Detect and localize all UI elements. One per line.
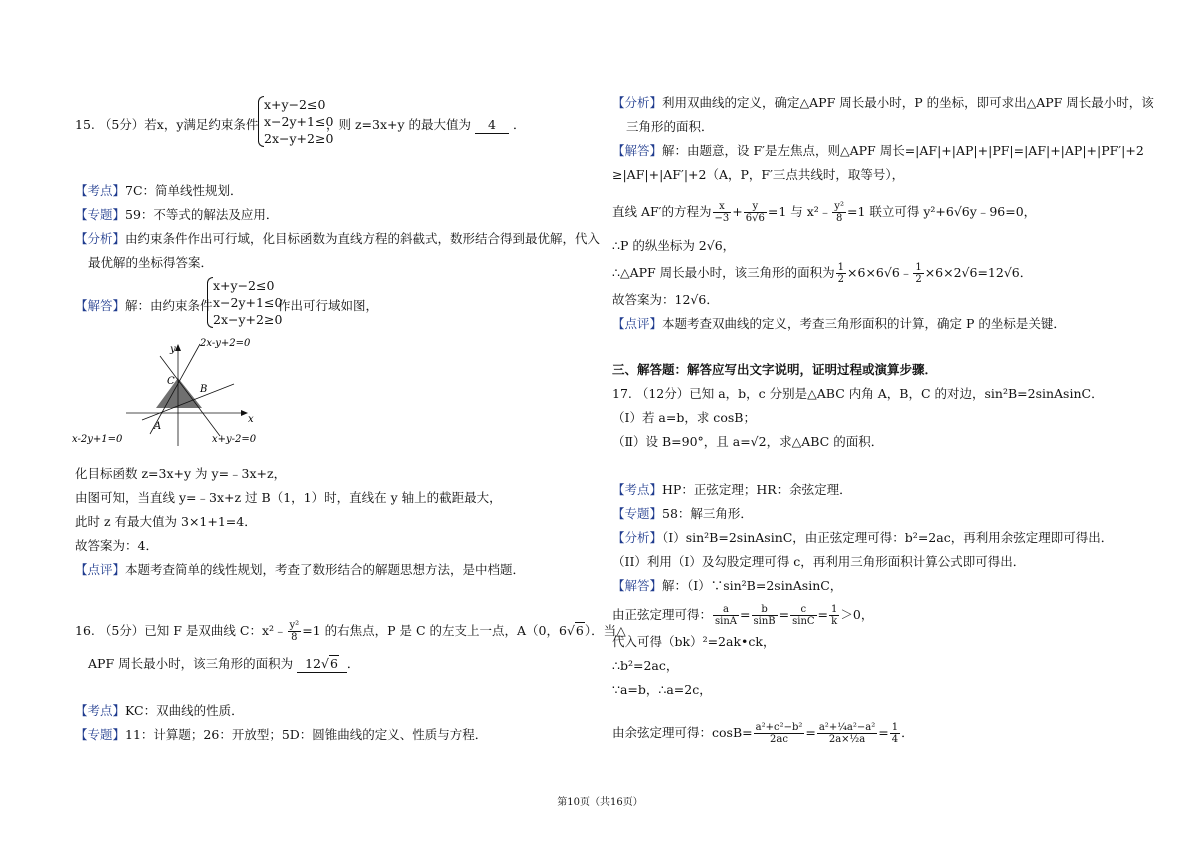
q15-constraint-1: x+y−2≤0 (264, 97, 326, 112)
q16-jieda-text-2: ≥|AF|+|AF′|+2（A，P，F′三点共线时，取等号）， (612, 167, 905, 182)
graph-label-top-line: 2x-y+2=0 (200, 338, 251, 349)
q17-fenxi (612, 530, 1113, 546)
q16-jieda (612, 143, 1144, 159)
q17-part-1: （Ⅰ）若 a=b，求 cosB； (612, 410, 756, 425)
zx-frac-4 (829, 604, 839, 627)
q16-zhuanti (75, 727, 487, 743)
fenxi-tag: 【分析】 (612, 530, 663, 545)
q16-kaodian-text: KC：双曲线的性质． (125, 703, 244, 718)
fenxi-tag: 【分析】 (75, 231, 126, 246)
dianping-tag: 【点评】 (75, 562, 126, 577)
q17-jieda (612, 578, 842, 594)
area-frac-1-num: 1 (837, 262, 845, 273)
zx-end: ＞0， (840, 607, 874, 622)
yx-frac-3-num: 1 (891, 722, 899, 733)
zx-frac-2-den: sinB (753, 616, 776, 627)
af-plus: + (732, 204, 743, 219)
kaodian-tag: 【考点】 (75, 183, 126, 198)
q15-fenxi-text-1: 由约束条件作出可行域，化目标函数为直线方程的斜截式，数形结合得到最优解，代入 (125, 231, 601, 246)
af-frac-1-num: x (713, 201, 732, 213)
af-frac-1 (713, 201, 732, 224)
q16-kaodian (75, 703, 244, 719)
q16-stem-a: 16. （5分）已知 F 是双曲线 C：x²﹣ (75, 623, 287, 638)
q15-jieda-constraint-2: x−2y+1≤0 (213, 295, 283, 310)
page-footer: 第10页（共16页） (557, 797, 643, 808)
q16-fraction (288, 620, 302, 643)
q15-jieda-constraint-system (207, 277, 282, 328)
q17-b-squared: ∴b²=2ac， (612, 658, 679, 673)
graph-label-B: B (200, 384, 208, 395)
q15-dianping (75, 562, 525, 578)
q17-zhuanti-text: 58：解三角形． (662, 506, 753, 521)
line-x-2y+1 (142, 384, 234, 420)
q15-fenxi-text-2: 最优解的坐标得答案． (88, 255, 214, 270)
q16-jieda-text-1: 解：由题意，设 F′是左焦点，则△APF 周长=|AF|+|AP|+|PF|=|AF|+|AP|+|PF′|+2 (662, 143, 1144, 158)
area-frac-2 (913, 262, 923, 285)
zx-text: 由正弦定理可得： (612, 607, 713, 622)
q15-jieda-constraint-3: 2x−y+2≥0 (213, 312, 283, 327)
q15-fenxi (75, 231, 600, 247)
zx-frac-2-num: b (752, 604, 778, 616)
q16-answer-sqrt: 6 (329, 656, 338, 671)
af-frac-3-num: y² (834, 201, 844, 212)
af-text-b: =1 与 x²﹣ (767, 204, 832, 219)
jieda-tag: 【解答】 (612, 143, 663, 158)
q15-answer: 4 (475, 117, 509, 134)
zx-frac-4-num: 1 (831, 604, 838, 615)
area-frac-1-den: 2 (837, 274, 845, 285)
graph-label-left-line: x-2y+1=0 (72, 434, 123, 445)
yx-text: 由余弦定理可得：cosB= (612, 725, 753, 740)
q15-zhuanti-text: 59：不等式的解法及应用． (125, 207, 279, 222)
q16-stem-line-1: 16. （5分）已知 F 是双曲线 C：x²﹣ $\frac{\text{y²}}{8}$ =1 的右焦点，P 是 C 的左支上一点，A（0，6√6）．当△ (75, 620, 626, 643)
q17-fenxi-text-1: （I）sin²B=2sinAsinC，由正弦定理可得：b²=2ac，再利用余弦定理即可得出． (662, 530, 1114, 545)
q15-kaodian (75, 183, 243, 199)
q15-zhuanti (75, 207, 278, 223)
x-axis-arrow (241, 410, 248, 416)
area-text-c: ×6×2√6=12√6． (924, 265, 1033, 280)
q16-area (612, 262, 1032, 285)
q15-constraint-system (258, 96, 333, 147)
q15-step-2: 由图可知，当直线 y=﹣3x+z 过 B（1，1）时，直线在 y 轴上的截距最大， (75, 490, 502, 505)
q15-jieda-constraint-1: x+y−2≤0 (213, 278, 275, 293)
q15-stem-end: ． (513, 117, 526, 132)
zhuanti-tag: 【专题】 (75, 727, 126, 742)
jieda-tag: 【解答】 (75, 298, 126, 313)
q15-stem-b-text: ，则 z=3x+y 的最大值为 (326, 117, 472, 132)
kaodian-tag: 【考点】 (75, 703, 126, 718)
q15-constraint-3: 2x−y+2≥0 (264, 131, 334, 146)
q15-constraint-2: x−2y+1≤0 (264, 114, 334, 129)
zx-frac-2 (752, 604, 778, 627)
area-frac-2-num: 1 (915, 262, 922, 273)
yx-frac-3-den: 4 (891, 734, 899, 745)
q17-jieda-text-1: 解：（I）∵sin²B=2sinAsinC， (662, 578, 843, 593)
q16-answer-coef: 12 (305, 656, 321, 671)
kaodian-tag: 【考点】 (612, 482, 663, 497)
q16-sqrt-arg: 6 (575, 623, 584, 638)
graph-label-C: C (167, 376, 175, 387)
q17-sine-law: 由正弦定理可得： $\frac{a}{\sin A}$ = $\frac{b}{\sin B}$ = $\frac{c}{\sin C}$ = $\frac{1}{k}$ ＞0， (612, 604, 874, 627)
q17-stem: 17. （12分）已知 a，b，c 分别是△ABC 内角 A，B，C 的对边，sin²B=2sinAsinC． (612, 386, 1104, 401)
zx-frac-1 (713, 604, 739, 627)
q16-zhuanti-text: 11：计算题；26：开放型；5D：圆锥曲线的定义、性质与方程． (125, 727, 488, 742)
zx-frac-3-num: c (790, 604, 816, 616)
af-frac-3-den: 8 (835, 213, 843, 224)
q17-fenxi-text-2: （II）利用（I）及勾股定理可得 c，再利用三角形面积计算公式即可得出． (612, 554, 1026, 569)
area-text-b: ×6×6√6﹣ (847, 265, 913, 280)
area-frac-1 (836, 262, 846, 285)
zhuanti-tag: 【专题】 (75, 207, 126, 222)
q16-dianping (612, 316, 1066, 332)
dianping-tag: 【点评】 (612, 316, 663, 331)
fenxi-tag: 【分析】 (612, 95, 663, 110)
q16-line2-end: ． (346, 656, 360, 671)
zx-frac-3 (790, 604, 816, 627)
yx-frac-1-den: 2ac (770, 734, 788, 745)
graph-label-y: y (170, 344, 176, 355)
q15-step-3: 此时 z 有最大值为 3×1+1=4． (75, 514, 257, 529)
q16-p-ordinate: ∴P 的纵坐标为 2√6， (612, 238, 736, 253)
af-text-c: =1 联立可得 y²+6√6y﹣96=0， (846, 204, 1037, 219)
q15-jieda (75, 298, 213, 314)
af-frac-2-den: 6√6 (745, 213, 765, 224)
af-text-a: 直线 AF′的方程为 (612, 204, 712, 219)
yx-frac-2 (817, 722, 877, 745)
yx-end: ． (901, 725, 914, 740)
q15-step-4: 故答案为：4． (75, 538, 158, 553)
q16-answer: 12√6 (297, 656, 347, 673)
q15-stem-b (326, 117, 526, 134)
q15-dianping-text: 本题考查简单的线性规划，考查了数形结合的解题思想方法，是中档题． (125, 562, 526, 577)
section-3-heading: 三、解答题：解答应写出文字说明，证明过程或演算步骤． (612, 362, 938, 377)
yx-frac-3 (890, 722, 900, 745)
af-frac-2 (744, 201, 767, 224)
q15-step-1: 化目标函数 z=3x+y 为 y=﹣3x+z， (75, 466, 287, 481)
q15-jieda-text: 解：由约束条件 (125, 298, 213, 313)
q17-cosine-law: 由余弦定理可得：cosB= $\frac{\text{a²+c²−b²}}{2ac}$ = $\frac{\text{a²+¼a²−a²}}{\text{2a×½a}}$ = $\frac{1}{4}$ ． (612, 722, 914, 745)
zx-frac-4-den: k (831, 616, 838, 627)
area-frac-2-den: 2 (915, 274, 922, 285)
af-frac-3 (832, 201, 846, 224)
q16-fenxi-text-2: 三角形的面积． (626, 119, 714, 134)
jieda-tag: 【解答】 (612, 578, 663, 593)
q16-fenxi-text-1: 利用双曲线的定义，确定△APF 周长最小时，P 的坐标，即可求出△APF 周长最小时，该 (662, 95, 1154, 110)
y-axis-arrow (175, 344, 181, 351)
zx-frac-3-den: sinC (792, 616, 815, 627)
q17-a-equals-b: ∵a=b，∴a=2c， (612, 682, 712, 697)
q17-zhuanti (612, 506, 753, 522)
q17-substitute: 代入可得（bk）²=2ak•ck， (612, 634, 776, 649)
q16-stem-b: =1 的右焦点，P 是 C 的左支上一点，A（0，6 (302, 623, 567, 638)
feasible-region-graph (70, 334, 270, 452)
yx-frac-2-den: 2a×½a (828, 734, 866, 745)
q16-stem-c: ）．当△ (584, 623, 626, 638)
area-text-a: ∴△APF 周长最小时，该三角形的面积为 (612, 265, 835, 280)
q17-part-2: （Ⅱ）设 B=90°，且 a=√2，求△ABC 的面积． (612, 434, 884, 449)
q16-frac-den: 8 (291, 632, 298, 643)
q17-kaodian (612, 482, 852, 498)
graph-label-right-line: x+y-2=0 (212, 434, 257, 445)
q16-dianping-text: 本题考查双曲线的定义，考查三角形面积的计算，确定 P 的坐标是关键． (662, 316, 1066, 331)
yx-frac-1 (754, 722, 805, 745)
q17-kaodian-text: HP：正弦定理；HR：余弦定理． (662, 482, 852, 497)
yx-frac-2-num: a²+¼a²−a² (818, 722, 876, 733)
zhuanti-tag: 【专题】 (612, 506, 663, 521)
q16-line2-a: APF 周长最小时，该三角形的面积为 (88, 656, 294, 671)
zx-frac-1-num: a (713, 604, 739, 616)
zx-frac-1-den: sinA (715, 616, 738, 627)
q16-fenxi (612, 95, 1154, 111)
graph-label-A: A (154, 421, 162, 432)
q15-kaodian-text: 7C：简单线性规划． (125, 183, 243, 198)
yx-frac-1-num: a²+c²−b² (755, 722, 803, 733)
af-frac-2-num: y (744, 201, 767, 213)
q15-stem-a: 15. （5分）若x，y满足约束条件 (75, 117, 259, 132)
q16-frac-num: y² (289, 620, 300, 631)
af-frac-1-den: −3 (714, 213, 730, 224)
q16-answer-line: 故答案为：12√6． (612, 292, 719, 307)
graph-label-x: x (248, 414, 254, 425)
q16-line-af (612, 201, 1036, 224)
q16-stem-line-2 (88, 656, 359, 673)
q15-jieda-text-b: 作出可行域如图， (278, 298, 379, 313)
